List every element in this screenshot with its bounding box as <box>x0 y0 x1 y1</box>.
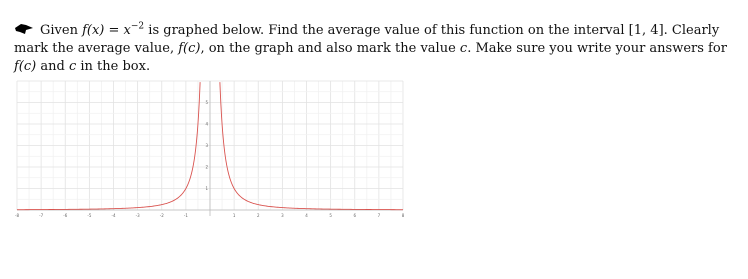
x-tick-label: -2 <box>159 213 164 218</box>
question-part-text: , on the graph and also mark the value <box>200 41 460 57</box>
question-part-text: Given <box>40 23 83 39</box>
question-part-text: in the box. <box>76 59 151 75</box>
x-tick-label: -7 <box>39 213 44 218</box>
y-tick-label: 4 <box>205 121 208 127</box>
x-tick-label: -1 <box>183 213 188 218</box>
x-tick-label: 3 <box>281 213 284 218</box>
question-part-sup: −2 <box>130 22 145 32</box>
question-part-text: is graphed below. Find the average value of this function on the interval [1, 4]. Clearly mark the average value, <box>14 23 720 57</box>
x-tick-label: -6 <box>63 213 68 218</box>
y-tick-label: 3 <box>205 143 208 148</box>
function-graph <box>15 79 407 223</box>
question-text <box>14 18 740 76</box>
question-part-math: c <box>459 41 468 57</box>
question-part-math: f(c) <box>14 59 37 75</box>
x-tick-label: 8 <box>401 213 405 218</box>
x-tick-label: 4 <box>305 213 308 218</box>
x-tick-label: 6 <box>353 213 357 218</box>
pointing-hand-icon <box>14 22 34 36</box>
question-part-text: and <box>36 59 69 75</box>
x-tick-label: 7 <box>377 213 381 218</box>
question-body <box>14 23 727 74</box>
question-part-text: . Make sure you write your answers for <box>467 41 727 57</box>
x-tick-label: -3 <box>135 213 140 218</box>
y-tick-label: 1 <box>205 186 208 191</box>
question-paragraph <box>14 18 740 76</box>
x-tick-label: -5 <box>87 213 92 218</box>
question-part-math: f(x) = x <box>82 23 131 39</box>
question-part-math: c <box>68 59 77 75</box>
x-tick-label: -4 <box>111 213 116 218</box>
x-tick-label: 5 <box>329 213 332 218</box>
x-tick-label: 2 <box>256 213 260 218</box>
y-tick-label: 2 <box>205 164 208 170</box>
question-part-math: f(c) <box>178 41 201 57</box>
x-tick-label: 1 <box>232 213 236 218</box>
x-tick-label: -8 <box>15 213 19 218</box>
y-tick-label: 5 <box>205 100 208 105</box>
